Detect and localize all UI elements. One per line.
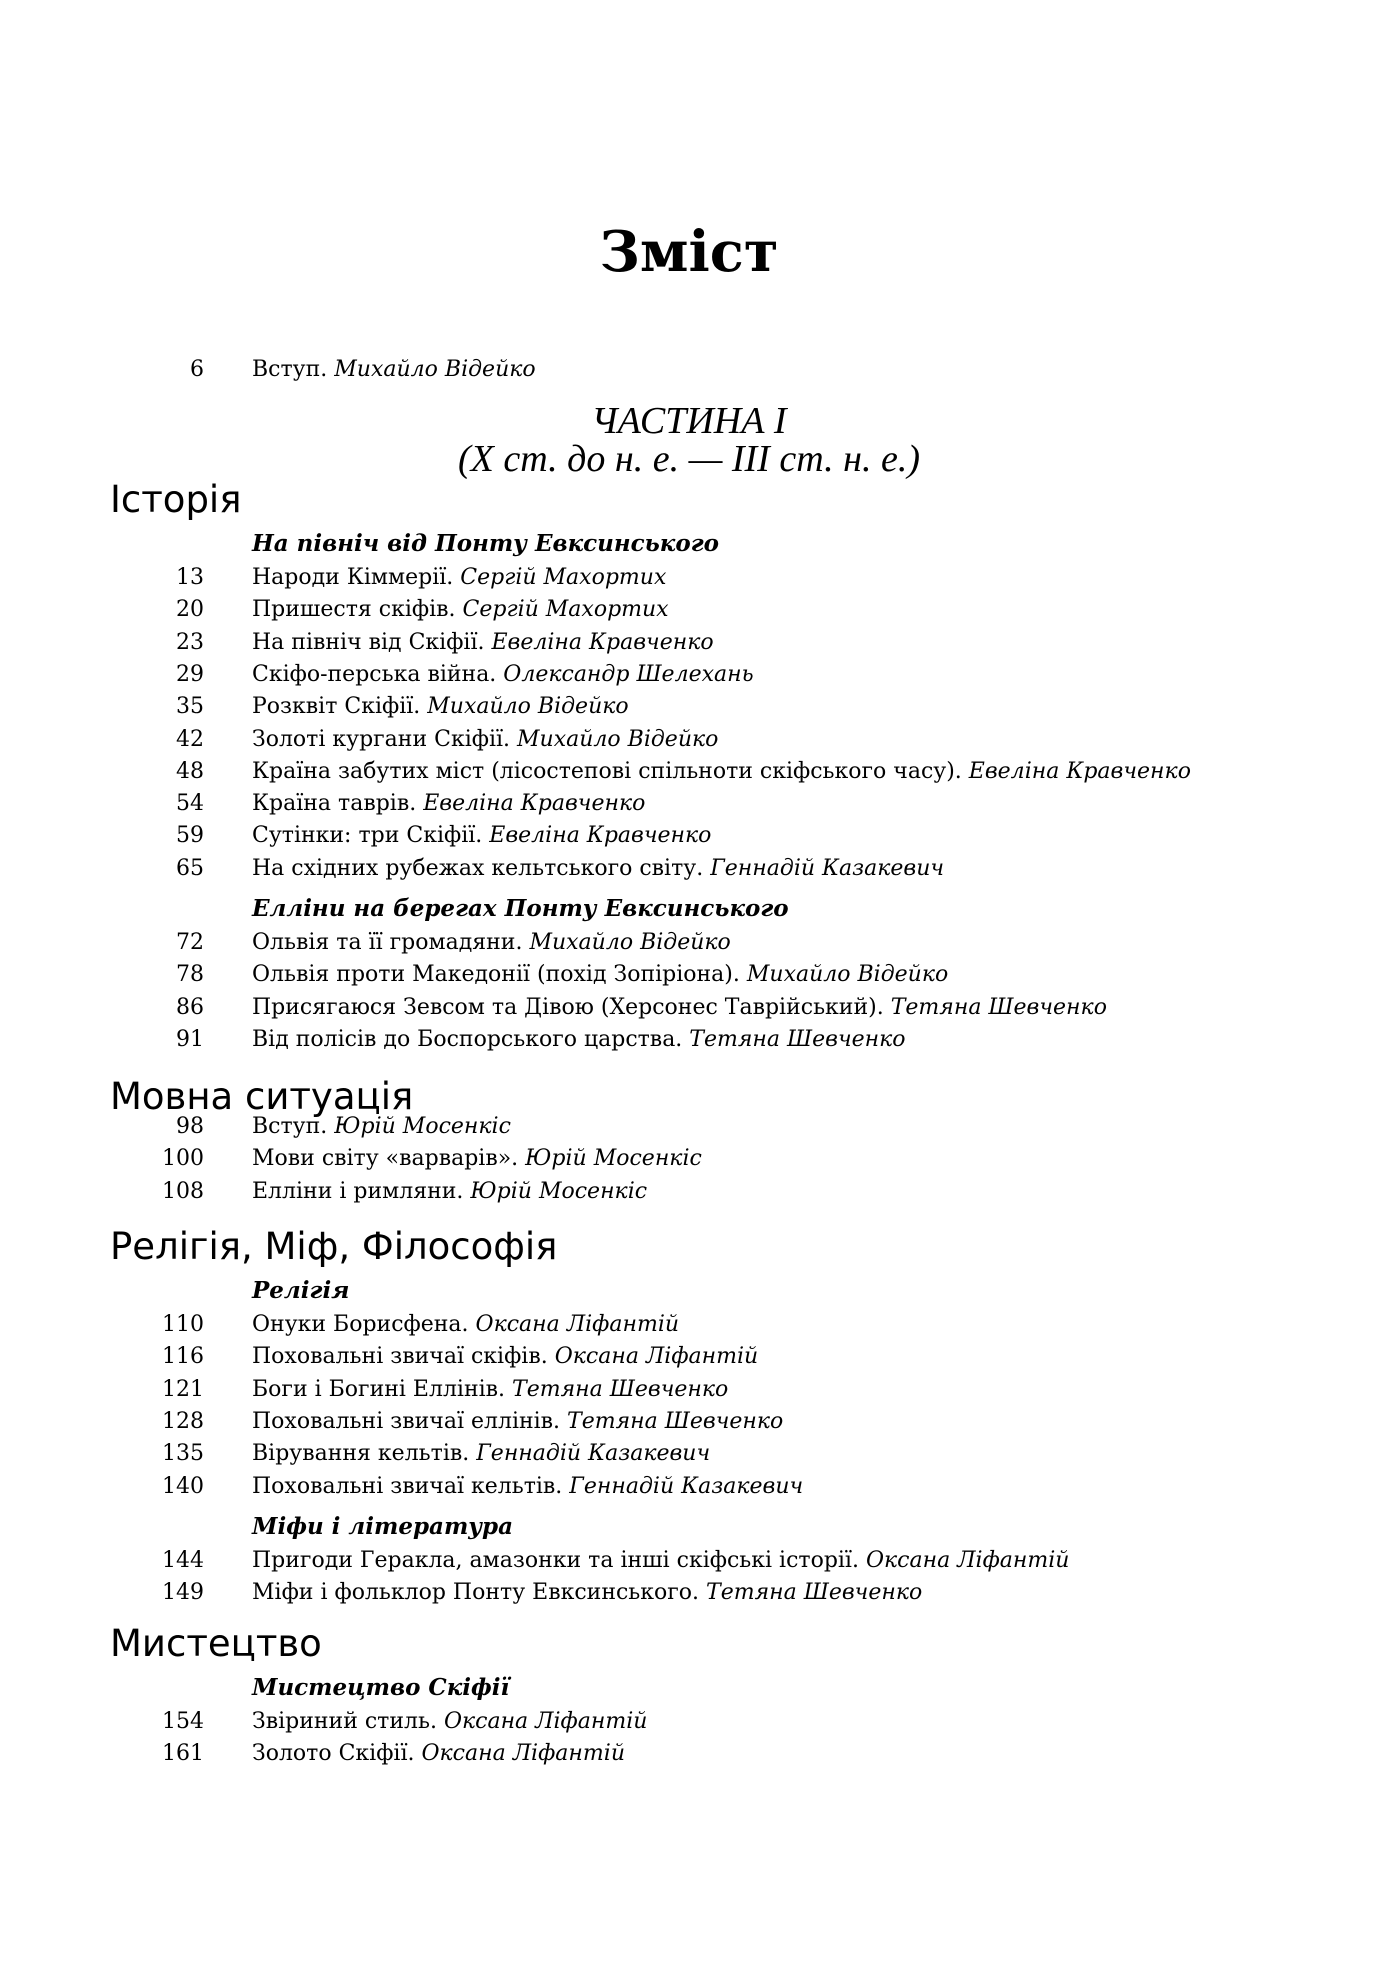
- toc-entry: [0, 1706, 1378, 1738]
- entry-title: Поховальні звичаї кельтів.: [252, 1473, 570, 1499]
- entry-author: Оксана Ліфантій: [421, 1741, 625, 1767]
- entry-title: Елліни і римляни.: [252, 1178, 471, 1204]
- section-heading: Історія: [110, 478, 242, 521]
- entry-author: Евеліна Кравченко: [489, 823, 712, 849]
- page-number: 140: [162, 1473, 204, 1499]
- entry-text: [252, 756, 1191, 788]
- entry-author: Сергій Махортих: [462, 597, 669, 623]
- page-number: 100: [162, 1146, 204, 1172]
- toc-entry: [0, 992, 1378, 1024]
- page-number: 121: [162, 1376, 204, 1402]
- entry-text: [252, 691, 629, 723]
- entry-text: [252, 853, 944, 885]
- entry-author: Юрій Мосенкіс: [334, 1114, 511, 1139]
- entry-text: [252, 659, 754, 691]
- toc-entry: [0, 788, 1378, 820]
- page-number: 59: [176, 823, 204, 849]
- entry-author: Юрій Мосенкіс: [525, 1146, 702, 1172]
- entry-author: Тетяна Шевченко: [689, 1026, 906, 1052]
- entry-title: На східних рубежах кельтського світу.: [252, 855, 711, 881]
- entry-author: Оксана Ліфантій: [443, 1709, 648, 1734]
- entry-text: [252, 1143, 702, 1175]
- part-period: (X ст. до н. е. — III ст. н. е.): [458, 438, 920, 480]
- toc-entry: [0, 853, 1378, 885]
- entry-author: Оксана Ліфантій: [554, 1344, 759, 1370]
- subsection-heading: Мистецтво Скіфії: [252, 1674, 510, 1701]
- entry-author: Тетяна Шевченко: [706, 1580, 923, 1606]
- page-number: 161: [162, 1741, 204, 1767]
- entry-author: Михайло Відейко: [746, 962, 949, 988]
- entry-title: Поховальні звичаї скіфів.: [252, 1344, 555, 1370]
- toc-entry: [0, 820, 1378, 852]
- entry-author: Евеліна Кравченко: [491, 629, 714, 655]
- entry-author: Михайло Відейко: [427, 694, 629, 720]
- page-number: 78: [176, 962, 204, 988]
- toc-entry: [0, 1111, 1378, 1143]
- entry-text: [252, 594, 669, 626]
- toc-entry-intro: [0, 354, 1378, 386]
- toc-entry: [0, 1309, 1378, 1341]
- entry-text: [252, 1438, 710, 1470]
- entry-text: [252, 1341, 758, 1373]
- page-number: 29: [176, 661, 204, 687]
- entry-title: Боги і Богині Еллінів.: [252, 1376, 513, 1402]
- section-heading: Мовна ситуація: [110, 1075, 414, 1118]
- toc-entry: [0, 1341, 1378, 1373]
- toc-entry: [0, 1143, 1378, 1175]
- entry-title: Золоті кургани Скіфії.: [252, 726, 518, 752]
- page-number: 13: [176, 565, 204, 590]
- entry-author: Оксана Ліфантій: [865, 1547, 1070, 1573]
- entry-text: [252, 724, 718, 756]
- toc-entry: [0, 627, 1378, 659]
- entry-author: Михайло Відейко: [517, 726, 719, 752]
- entry-title: Мови світу «варварів».: [252, 1146, 526, 1172]
- toc-entry: [0, 594, 1378, 626]
- entry-author: Тетяна Шевченко: [567, 1408, 784, 1434]
- page-number: 54: [176, 791, 204, 817]
- page-number: 48: [176, 758, 204, 784]
- toc-entry: [0, 724, 1378, 756]
- entry-text: [252, 562, 666, 594]
- entry-text: [252, 1176, 647, 1208]
- page-number: 23: [176, 629, 204, 655]
- page-number: 65: [176, 855, 204, 881]
- page-number: 86: [176, 994, 204, 1020]
- entry-title: Ольвія проти Македонії (похід Зопіріона).: [252, 962, 747, 988]
- entry-title: Від полісів до Боспорського царства.: [252, 1026, 690, 1052]
- entry-title: Поховальні звичаї еллінів.: [252, 1408, 568, 1434]
- entry-text: [252, 1545, 1069, 1577]
- toc-entry: [0, 927, 1378, 959]
- entry-title: Онуки Борисфена.: [252, 1312, 476, 1337]
- entry-author: Геннадій Казакевич: [569, 1473, 804, 1499]
- entry-title: Країна забутих міст (лісостепові спільноти скіфського часу).: [252, 758, 969, 784]
- entry-title: На північ від Скіфії.: [252, 629, 492, 655]
- toc-entry: [0, 1176, 1378, 1208]
- page-number: 116: [162, 1344, 204, 1370]
- entry-title: Скіфо-перська війна.: [252, 661, 504, 687]
- page-number: 20: [176, 597, 204, 623]
- page-number: 128: [162, 1408, 204, 1434]
- entry-title: Народи Кіммерії.: [252, 565, 461, 590]
- page-number: 35: [176, 694, 204, 720]
- page-number: 98: [176, 1114, 204, 1139]
- toc-entry: [0, 959, 1378, 991]
- toc-entry: [0, 659, 1378, 691]
- entry-title: Розквіт Скіфії.: [252, 694, 428, 720]
- toc-entry: [0, 1438, 1378, 1470]
- toc-entry: [0, 1545, 1378, 1577]
- entry-text: [252, 788, 645, 820]
- entry-text: [252, 1309, 679, 1341]
- page-number: 42: [176, 726, 204, 752]
- entry-text: [252, 820, 711, 852]
- entry-text: [252, 992, 1107, 1024]
- page-number: 91: [176, 1026, 204, 1052]
- entry-author: Тетяна Шевченко: [512, 1376, 729, 1402]
- entry-author: Сергій Махортих: [460, 565, 667, 590]
- page-number: 108: [162, 1178, 204, 1204]
- entry-author: Михайло Відейко: [334, 357, 536, 382]
- entry-title: Золото Скіфії.: [252, 1741, 422, 1767]
- toc-entry: [0, 691, 1378, 723]
- entry-text: [252, 354, 536, 386]
- entry-author: Геннадій Казакевич: [476, 1441, 711, 1467]
- page-title: Зміст: [599, 219, 779, 285]
- part-label: ЧАСТИНА I: [591, 400, 787, 442]
- page-number: 135: [162, 1441, 204, 1467]
- entry-text: [252, 1738, 625, 1770]
- toc-entry: [0, 1374, 1378, 1406]
- entry-title: Сутінки: три Скіфії.: [252, 823, 490, 849]
- entry-title: Вступ.: [252, 357, 335, 382]
- entry-title: Пришестя скіфів.: [252, 597, 463, 623]
- entry-author: Тетяна Шевченко: [890, 994, 1107, 1020]
- entry-title: Вступ.: [252, 1114, 335, 1139]
- entry-title: Звіриний стиль.: [252, 1709, 444, 1734]
- page-number: 144: [162, 1547, 204, 1573]
- subsection-heading: Міфи і література: [252, 1512, 514, 1540]
- entry-title: Міфи і фольклор Понту Евксинського.: [252, 1580, 707, 1606]
- entry-author: Михайло Відейко: [529, 930, 731, 955]
- entry-text: [252, 1471, 803, 1503]
- page-number: 154: [162, 1709, 204, 1734]
- entry-text: [252, 1024, 906, 1056]
- entry-text: [252, 1706, 647, 1738]
- subsection-heading: Релігія: [252, 1277, 350, 1304]
- entry-title: Країна таврів.: [252, 791, 424, 817]
- entry-text: [252, 927, 731, 959]
- entry-title: Вірування кельтів.: [252, 1441, 477, 1467]
- entry-author: Олександр Шелехань: [503, 661, 754, 687]
- toc-entry: [0, 1471, 1378, 1503]
- entry-author: Оксана Ліфантій: [475, 1312, 680, 1337]
- page-number: 72: [176, 930, 204, 955]
- toc-entry: [0, 1577, 1378, 1609]
- entry-text: [252, 1577, 922, 1609]
- entry-text: [252, 1374, 728, 1406]
- page-number: 6: [190, 357, 204, 382]
- entry-text: [252, 627, 714, 659]
- entry-text: [252, 1406, 783, 1438]
- entry-author: Евеліна Кравченко: [423, 791, 646, 817]
- toc-entry: [0, 756, 1378, 788]
- page-number: 149: [162, 1580, 204, 1606]
- entry-author: Геннадій Казакевич: [710, 855, 945, 881]
- section-heading: Мистецтво: [110, 1622, 322, 1665]
- subsection-heading: На північ від Понту Евксинського: [252, 530, 719, 557]
- entry-title: Присягаюся Зевсом та Дівою (Херсонес Таврійський).: [252, 994, 891, 1020]
- part-heading: [0, 402, 1378, 478]
- section-heading: Релігія, Міф, Філософія: [110, 1225, 558, 1268]
- entry-text: [252, 959, 948, 991]
- page-number: 110: [162, 1312, 204, 1337]
- entry-title: Ольвія та її громадяни.: [252, 930, 530, 955]
- entry-text: [252, 1111, 511, 1143]
- toc-entry: [0, 1406, 1378, 1438]
- entry-title: Пригоди Геракла, амазонки та інші скіфські історії.: [252, 1547, 866, 1573]
- toc-entry: [0, 562, 1378, 594]
- entry-author: Юрій Мосенкіс: [470, 1178, 648, 1204]
- subsection-heading: Елліни на берегах Понту Евксинського: [252, 895, 789, 922]
- toc-entry: [0, 1738, 1378, 1770]
- entry-author: Евеліна Кравченко: [968, 758, 1191, 784]
- toc-entry: [0, 1024, 1378, 1056]
